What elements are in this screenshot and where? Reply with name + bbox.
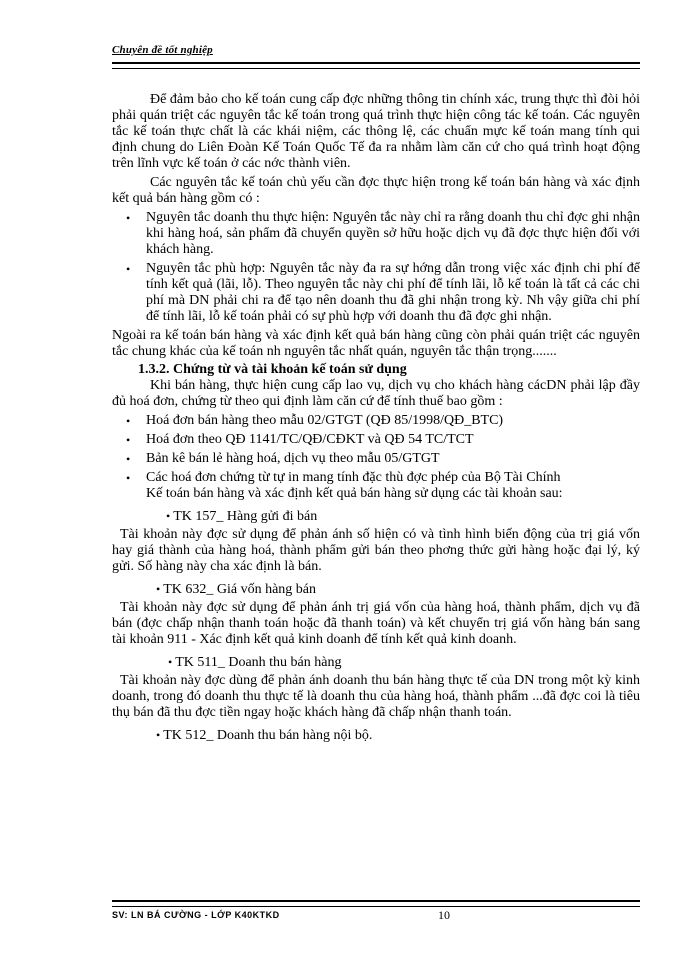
account-description: Tài khoản này đợc dùng để phản ánh doanh thu bán hàng thực tế của DN trong một kỳ kinh doanh, trong đó doanh thu thực tế là doanh thu của hàng hoá, thành phẩm ...đã đợc coi là tiêu thụ bán đã thu đợc tiền ngay hoặc khách hàng đã chấp nhận thanh toán.	[112, 673, 640, 720]
bullet-icon: •	[126, 262, 131, 276]
account-description: Tài khoản này đợc sử dụng để phản ánh trị giá vốn của hàng hoá, thành phẩm, dịch vụ đã bán (đợc chấp nhận thanh toán hoặc đã thanh toán) và kết chuyển trị giá vốn hàng bán sang tài khoản 911 - Xác định kết quả kinh doanh để tính kết quả kinh doanh.	[112, 600, 640, 647]
account-title: • TK 511_ Doanh thu bán hàng	[168, 655, 342, 670]
account-title: • TK 157_ Hàng gửi đi bán	[166, 509, 318, 524]
paragraph-intro: Để đảm bảo cho kế toán cung cấp đợc những thông tin chính xác, trung thực thì đòi hỏi phải quán triệt các nguyên tắc kế toán trong quá trình thực hiện công tác kế toán. Các nguyên tắc kế toán thực chất là các khái niệm, các thông lệ, các chuẩn mực kế toán mang tính qui định chung do Liên Đoàn Kế Toán Quốc Tế đa ra nhằm làm căn cứ cho quá trình hoạt động trên lĩnh vực kế toán ở các nớc thành viên.	[112, 92, 640, 171]
list-item: • Hoá đơn theo QĐ 1141/TC/QĐ/CĐKT và QĐ 54 TC/TCT	[126, 432, 474, 447]
list-item: • Bản kê bán lẻ hàng hoá, dịch vụ theo mẫu 05/GTGT	[126, 451, 440, 466]
page-header	[112, 44, 640, 56]
documents-list	[112, 413, 640, 502]
header-rule	[112, 62, 640, 69]
account-description: Tài khoản này đợc sử dụng để phản ánh số hiện có và tình hình biến động của trị giá vốn hay giá thành của hàng hoá, thành phẩm gửi bán theo phơng thức gửi hàng hoặc đại lý, ký gửi. Số hàng này cha xác định là bán.	[112, 527, 640, 574]
bullet-icon: •	[126, 471, 131, 485]
account-title: • TK 632_ Giá vốn hàng bán	[156, 582, 317, 597]
bullet-icon: •	[126, 452, 131, 466]
bullet-icon: •	[156, 728, 161, 742]
page-body	[112, 92, 640, 746]
section-heading: 1.3.2. Chứng từ và tài khoản kế toán sử dụng	[138, 362, 407, 377]
page-footer	[112, 900, 640, 930]
list-item: • Hoá đơn bán hàng theo mẫu 02/GTGT (QĐ 85/1998/QĐ_BTC)	[126, 413, 504, 428]
list-item: • Nguyên tắc doanh thu thực hiện: Nguyên tắc này chỉ ra rằng doanh thu chỉ đợc ghi nhận khi hàng hoá, sản phẩm đã chuyển quyền sở hữu hoặc dịch vụ đã đợc thực hiện đối với khách hàng.	[126, 210, 640, 257]
principles-list	[112, 210, 640, 325]
bullet-icon: •	[156, 582, 161, 596]
list-item: • Nguyên tắc phù hợp: Nguyên tắc này đa ra sự hớng dẫn trong việc xác định chi phí để tính kết quả (lãi, lỗ). Theo nguyên tắc này chi phí để tính lãi, lỗ kế toán là tất cả các chi phí mà DN phải chi ra để tạo nên doanh thu đã ghi nhận trong kỳ. Nh vậy giữa chi phí để tính lãi, lỗ kế toán phải có sự phù hợp với doanh thu đã đợc ghi nhận.	[126, 261, 640, 324]
footer-author: SV: LN BÁ CƯỜNG - LỚP K40KTKD	[112, 910, 280, 920]
paragraph-documents-lead: Khi bán hàng, thực hiện cung cấp lao vụ, dịch vụ cho khách hàng cácDN phải lập đầy đủ hoá đơn, chứng từ theo qui định làm căn cứ để tính thuế bao gồm :	[112, 378, 640, 409]
footer-rule	[112, 900, 640, 907]
paragraph-other-principles: Ngoài ra kế toán bán hàng và xác định kết quả bán hàng cũng còn phải quán triệt các nguyên tắc chung khác của kế toán nh nguyên tắc nhất quán, nguyên tắc thận trọng.......	[112, 328, 640, 359]
list-item: • Các hoá đơn chứng từ tự in mang tính đặc thù đợc phép của Bộ Tài Chính Kế toán bán hàng và xác định kết quả bán hàng sử dụng các tài khoản sau:	[126, 470, 563, 501]
paragraph-accounts-lead: Kế toán bán hàng và xác định kết quả bán hàng sử dụng các tài khoản sau:	[146, 486, 563, 501]
paragraph-principles-lead: Các nguyên tắc kế toán chủ yếu cần đợc thực hiện trong kế toán bán hàng và xác định kết quả bán hàng gồm có :	[112, 175, 640, 206]
bullet-icon: •	[166, 509, 171, 523]
bullet-icon: •	[126, 211, 131, 225]
account-title: • TK 512_ Doanh thu bán hàng nội bộ.	[156, 728, 373, 743]
bullet-icon: •	[126, 433, 131, 447]
header-title: Chuyên đề tốt nghiệp	[112, 44, 213, 56]
bullet-icon: •	[126, 414, 131, 428]
bullet-icon: •	[168, 655, 173, 669]
page-number: 10	[438, 908, 450, 922]
